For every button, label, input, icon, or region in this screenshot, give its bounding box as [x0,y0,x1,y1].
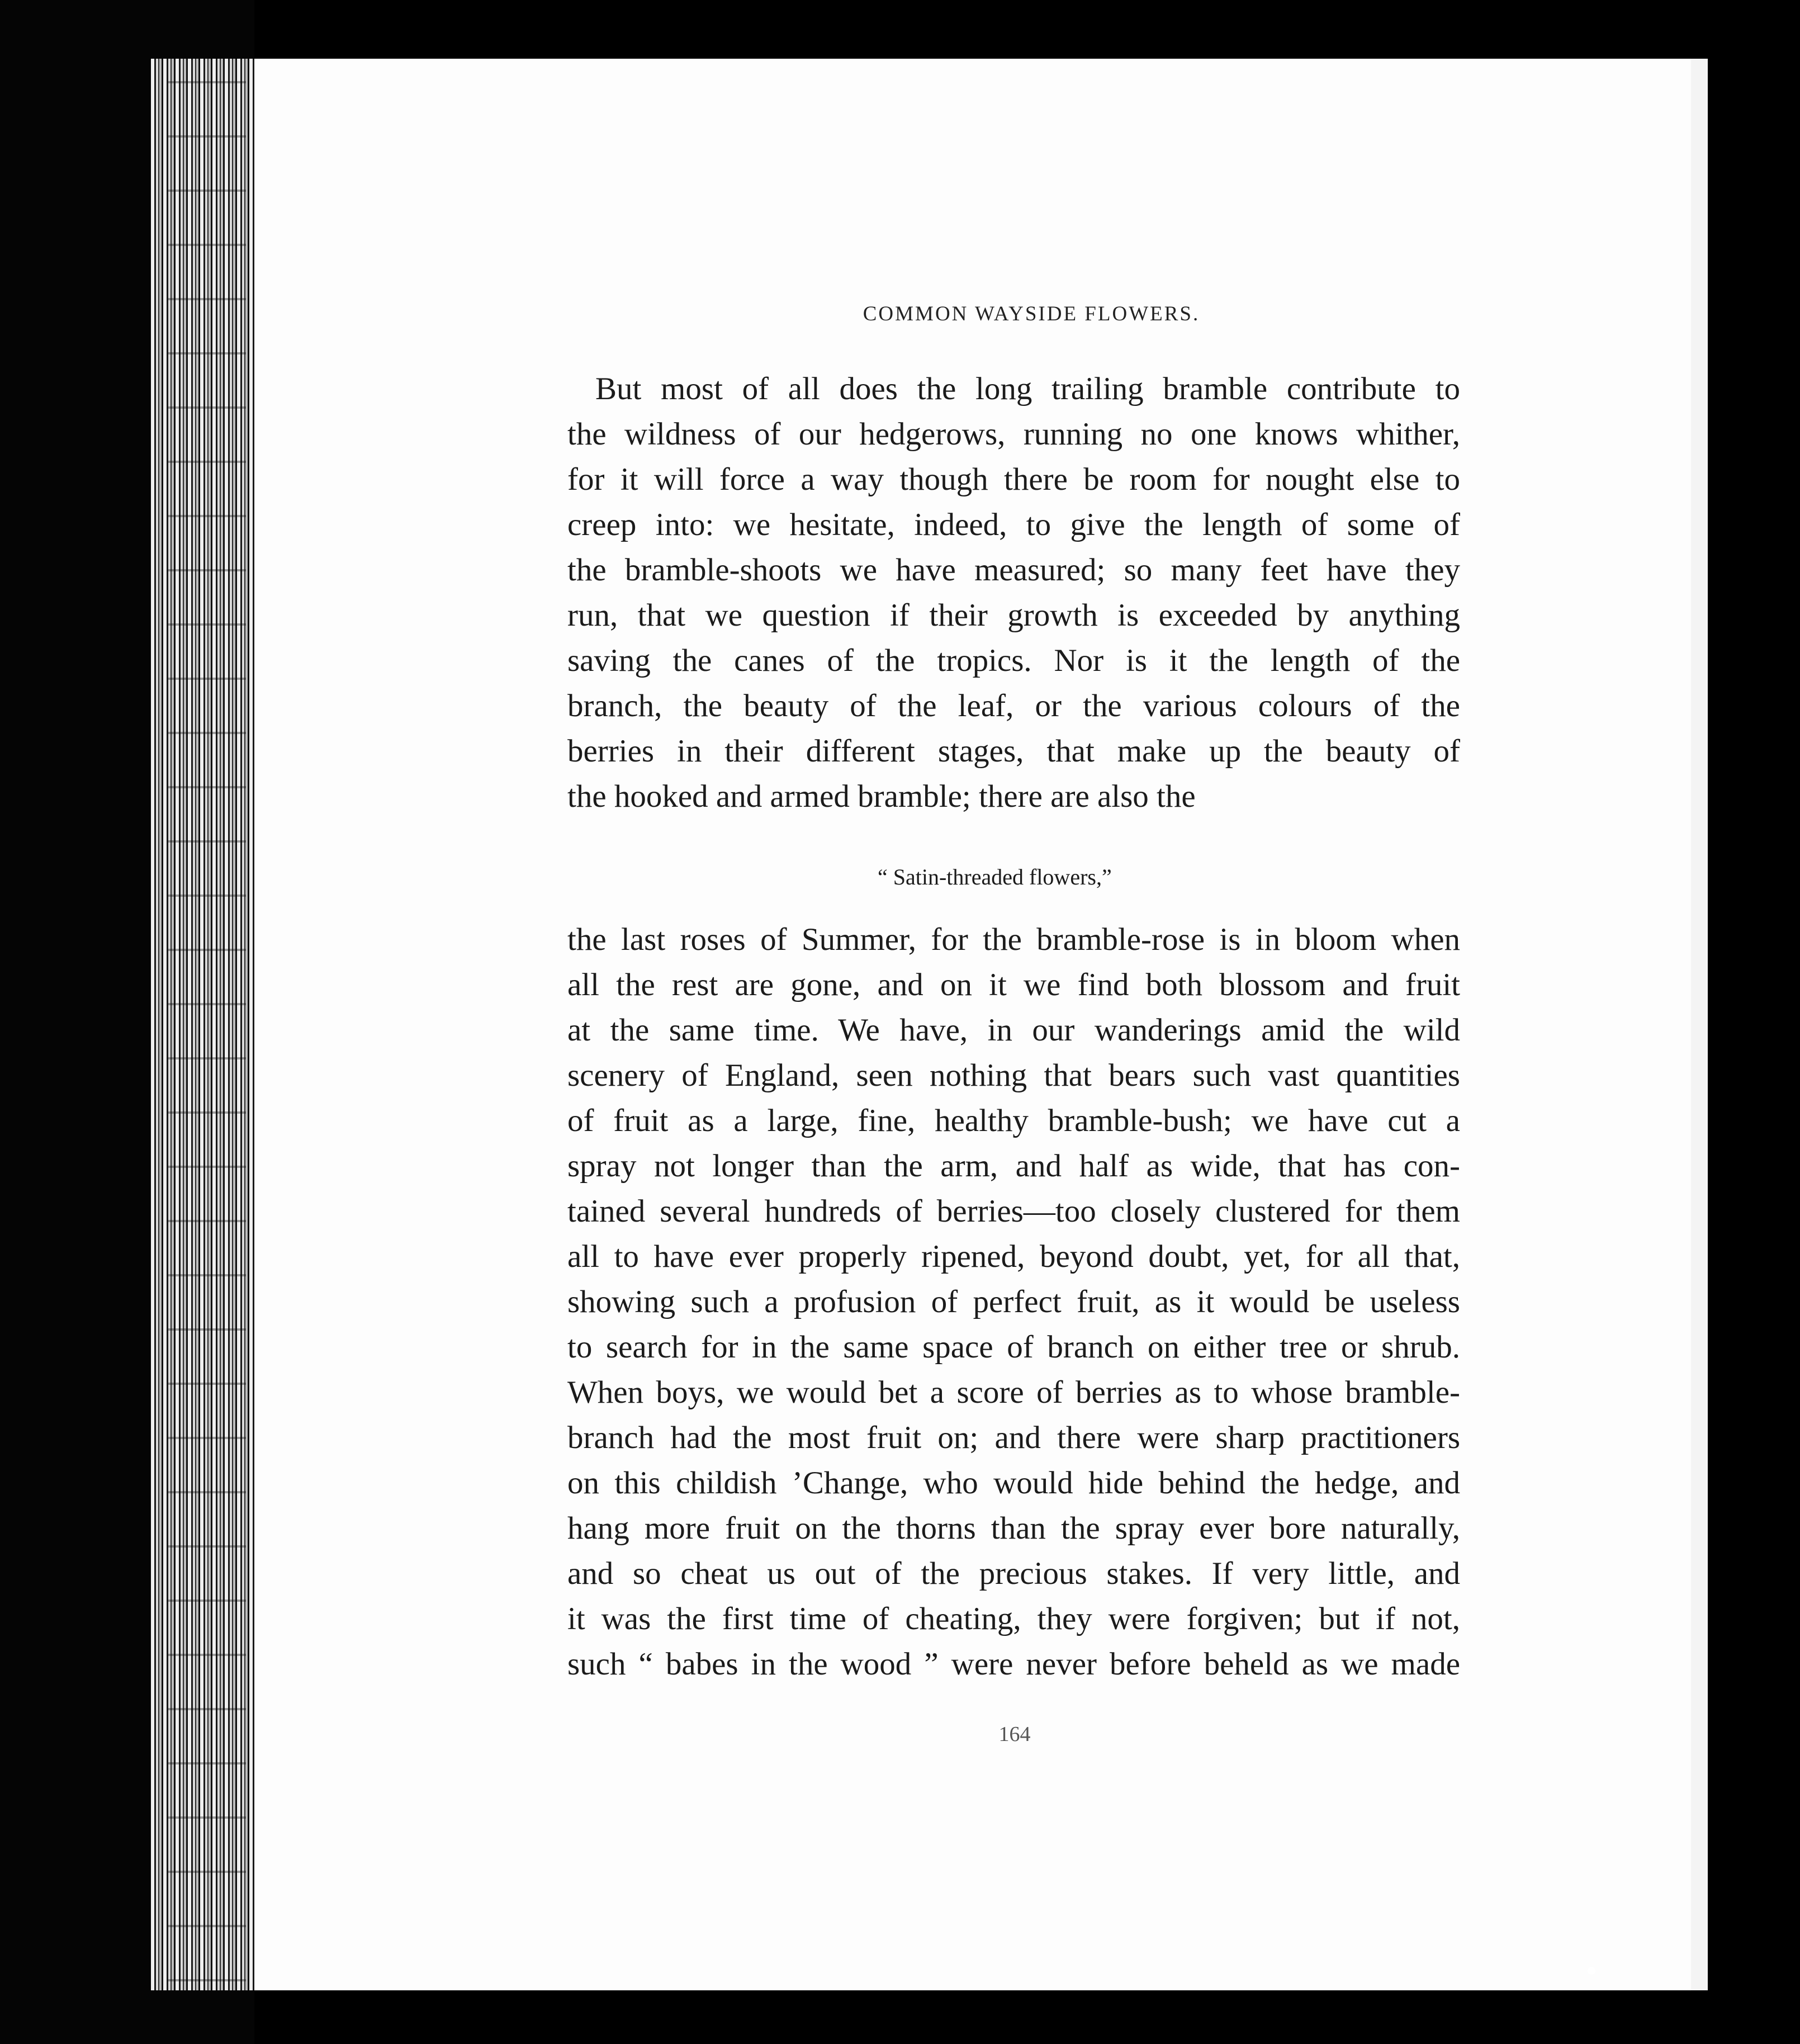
text-line: on this childish ’Change, who would hide behind the hedge, and [567,1465,1460,1501]
text-line: run, that we question if their growth is exceeded by anything [567,598,1460,633]
text-line: such “ babes in the wood ” were never before beheld as we made [567,1646,1460,1682]
text-line: tained several hundreds of berries—too closely clustered for them [567,1194,1460,1229]
text-line: and so cheat us out of the precious stakes. If very little, and [567,1556,1460,1591]
text-line: showing such a profusion of perfect fruit, as it would be useless [567,1284,1460,1319]
text-line: for it will force a way though there be room for nought else to [567,462,1460,497]
page-number: 164 [998,1723,1031,1746]
text-line: But most of all does the long trailing bramble contribute to [595,371,1460,406]
text-line: the last roses of Summer, for the bramble-rose is in bloom when [567,922,1460,957]
page-edges-shading [168,59,246,1990]
text-line: to search for in the same space of branch on either tree or shrub. [567,1329,1460,1365]
text-line: the wildness of our hedgerows, running no one knows whither, [567,417,1460,452]
text-line: saving the canes of the tropics. Nor is it the length of the [567,643,1460,678]
text-line: branch had the most fruit on; and there were sharp practitioners [567,1420,1460,1455]
right-dark-border [1708,59,1800,1990]
text-line: the hooked and armed bramble; there are also the [567,779,1196,814]
text-line: the bramble-shoots we have measured; so many feet have they [567,552,1460,588]
right-page-edge [1691,59,1708,1990]
text-line: all the rest are gone, and on it we find both blossom and fruit [567,967,1460,1002]
text-line: of fruit as a large, fine, healthy bramble-bush; we have cut a [567,1103,1460,1138]
text-line: it was the first time of cheating, they were forgiven; but if not, [567,1601,1460,1636]
text-line: all to have ever properly ripened, beyond doubt, yet, for all that, [567,1239,1460,1274]
block-quotation: “ Satin-threaded flowers,” [878,864,1112,889]
text-line: berries in their different stages, that make up the beauty of [567,734,1460,769]
text-line: When boys, we would bet a score of berries as to whose bramble- [567,1375,1460,1410]
text-line: branch, the beauty of the leaf, or the various colours of the [567,688,1460,723]
text-line: at the same time. We have, in our wanderings amid the wild [567,1012,1460,1048]
text-line: spray not longer than the arm, and half as wide, that has con- [567,1148,1460,1184]
text-line: scenery of England, seen nothing that bears such vast quantities [567,1058,1460,1093]
running-head: COMMON WAYSIDE FLOWERS. [863,302,1200,325]
text-line: hang more fruit on the thorns than the spray ever bore naturally, [567,1511,1460,1546]
text-line: creep into: we hesitate, indeed, to give the length of some of [567,507,1460,542]
white-speck-mark [1588,1967,1595,1975]
